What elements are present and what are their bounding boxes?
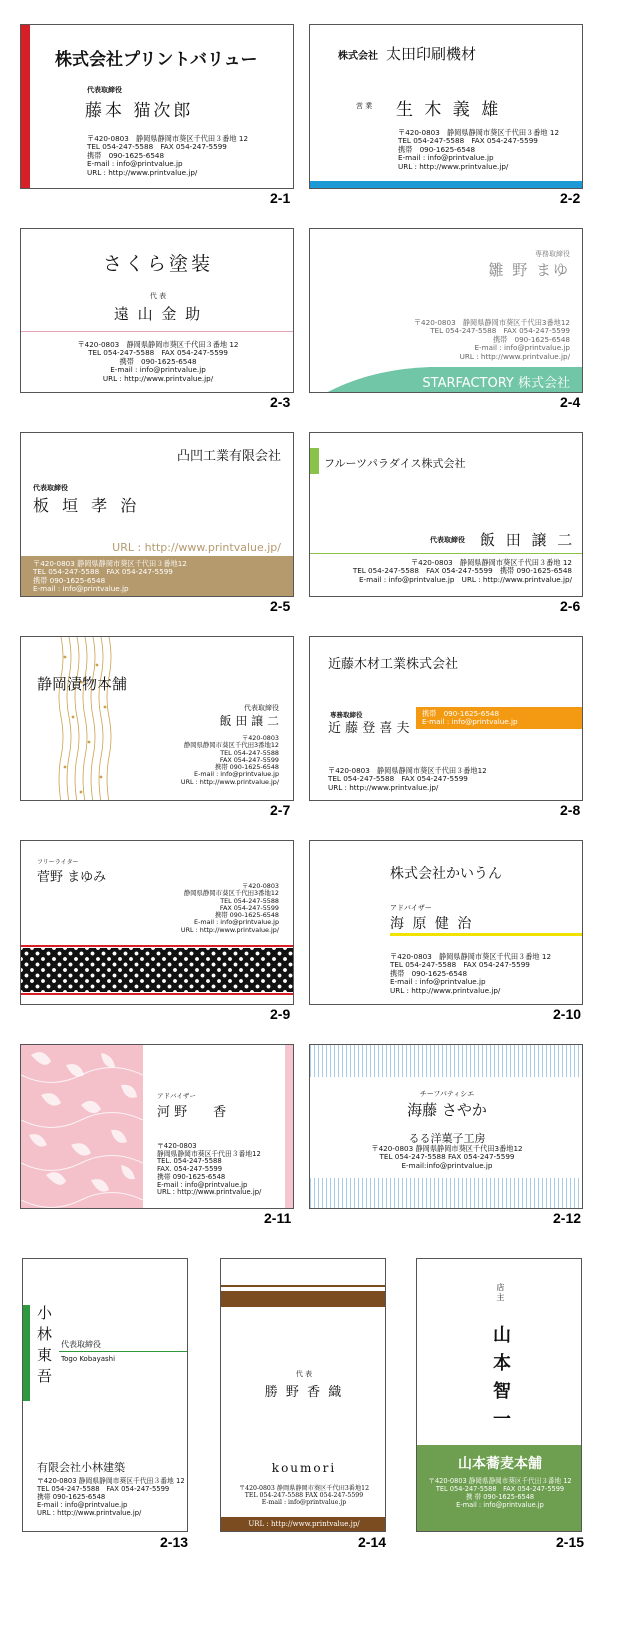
business-card-2-8 bbox=[309, 636, 583, 801]
card-label: 2-14 bbox=[358, 1534, 387, 1550]
lime-accent-block bbox=[310, 448, 319, 474]
contact-info: 〒420-0803 静岡県静岡市葵区千代田３番地12 TEL. 054-247-5588 FAX. 054-247-5599 携帯 090-1625-6548 E-mail : info@printvalue.jp URL : http://www.printvalue.jp/ bbox=[157, 1142, 262, 1197]
person-name: 近 藤 登 喜 夫 bbox=[328, 721, 410, 736]
contact-info: 〒420-0803 静岡県静岡市葵区千代田３番地12 TEL 054-247-5588 FAX 054-247-5599 携帯 090-1625-6548 E-mail : info@printvalue.jp bbox=[33, 559, 187, 594]
card-label: 2-7 bbox=[270, 802, 291, 818]
contact-info: 〒420-0803 静岡県静岡市葵区千代田3番地12 TEL 054-247-5588 FAX 054-247-5599 E-mail : info@printvalue.jp bbox=[238, 1485, 370, 1507]
person-name: 海 原 健 治 bbox=[390, 916, 474, 932]
company-name: 山本蕎麦本舗 bbox=[458, 1456, 542, 1472]
company-name: 近藤木材工業株式会社 bbox=[328, 657, 459, 672]
person-name: 生 木 義 雄 bbox=[396, 100, 502, 120]
wavy-stripe-pattern bbox=[57, 637, 115, 801]
brown-line-top bbox=[221, 1285, 386, 1287]
role: アドバイザー bbox=[390, 904, 432, 912]
role: チーフパティシエ bbox=[419, 1090, 475, 1098]
red-line-bottom bbox=[21, 993, 294, 995]
company-name: 静岡漬物本舗 bbox=[37, 675, 128, 693]
floral-pattern-panel bbox=[21, 1045, 143, 1209]
role-vertical: 店主 bbox=[496, 1283, 505, 1303]
role: 代 表 bbox=[295, 1370, 313, 1378]
role: 専務取締役 bbox=[535, 250, 570, 258]
business-card-2-15 bbox=[416, 1258, 582, 1532]
green-side-bar bbox=[23, 1305, 30, 1401]
lime-divider bbox=[310, 553, 583, 554]
card-label: 2-4 bbox=[560, 394, 581, 410]
role: 代表取締役 bbox=[61, 1340, 101, 1349]
role: 代 表 bbox=[149, 292, 167, 300]
role: 代表取締役 bbox=[430, 536, 465, 544]
card-label: 2-3 bbox=[270, 394, 291, 410]
person-name: 藤本 猫次郎 bbox=[85, 101, 194, 121]
company-name: STARFACTORY 株式会社 bbox=[422, 376, 570, 391]
business-card-2-1 bbox=[20, 24, 294, 189]
business-card-2-9 bbox=[20, 840, 294, 1005]
contact-info: 〒420-0803 静岡県静岡市葵区千代田3番地12 TEL 054-247-5588 FAX 054-247-5599 E-mail:info@printvalue.jp bbox=[371, 1144, 523, 1170]
yellow-underline bbox=[390, 933, 583, 936]
person-name: 飯 田 譲 二 bbox=[219, 714, 279, 728]
contact-info: 〒420-0803 静岡県静岡市葵区千代田３番地 12 TEL 054-247-5588 FAX 054-247-5599 携帯 090-1625-6548 E-mail : info@printvalue.jp URL : http://www.printvalue.jp/ bbox=[398, 128, 560, 171]
person-name: 飯 田 譲 二 bbox=[480, 531, 576, 549]
person-name: 遠 山 金 助 bbox=[113, 305, 203, 323]
contact-info: 〒420-0803 静岡県静岡市葵区千代田3番地12 TEL 054-247-5588 FAX 054-247-5599 携帯 090-1625-6548 E-mail : info@printvalue.jp URL : http://www.printvalue.jp/ bbox=[180, 882, 279, 934]
contact-info: 〒420-0803 静岡県静岡市葵区千代田3番地12 TEL 054-247-5588 FAX 054-247-5599 携帯 090-1625-6548 E-mail : info@printvalue.jp URL : http://www.printvalue.jp/ bbox=[180, 734, 279, 786]
company-name: 株式会社プリントバリュー bbox=[55, 50, 258, 70]
company-name: るる洋菓子工房 bbox=[408, 1132, 486, 1145]
url: URL : http://www.printvalue.jp/ bbox=[248, 1520, 360, 1528]
pink-side-bar bbox=[285, 1045, 294, 1209]
brown-band-top bbox=[221, 1291, 386, 1307]
red-line-top bbox=[21, 945, 294, 947]
company-name: 凸凹工業有限会社 bbox=[176, 449, 281, 464]
person-name-vertical: 小林東吾 bbox=[35, 1305, 53, 1389]
business-card-2-12 bbox=[309, 1044, 583, 1209]
business-card-2-5 bbox=[20, 432, 294, 597]
person-name: 雛 野 まゆ bbox=[488, 261, 570, 279]
person-name: 河 野 香 bbox=[157, 1105, 227, 1120]
company-name: 有限会社小林建築 bbox=[37, 1461, 125, 1474]
card-label: 2-6 bbox=[560, 598, 581, 614]
company-name: 太田印刷機材 bbox=[386, 45, 477, 63]
person-name-vertical: 山本智一 bbox=[490, 1325, 511, 1437]
role: 代表取締役 bbox=[87, 86, 122, 94]
card-label: 2-9 bbox=[270, 1006, 291, 1022]
card-label: 2-13 bbox=[160, 1534, 189, 1550]
url: URL : http://www.printvalue.jp/ bbox=[112, 541, 281, 554]
business-card-2-11 bbox=[20, 1044, 294, 1209]
company-prefix: 株式会社 bbox=[338, 51, 378, 62]
mobile-email: 携帯 090-1625-6548 E-mail : info@printvalue.jp bbox=[422, 709, 518, 727]
contact-info: 〒420-0803 静岡県静岡市葵区千代田３番地 12 TEL 054-247-5588 FAX 054-247-5599 携帯 090-1625-6548 E-mail : info@printvalue.jp URL : http://www.printvalue.jp/ bbox=[37, 1477, 185, 1517]
role: 営 業 bbox=[356, 102, 373, 110]
business-card-2-14 bbox=[220, 1258, 386, 1532]
business-card-2-13 bbox=[22, 1258, 188, 1532]
contact-info: 〒420-0803 静岡県静岡市葵区千代田３番地 12 TEL 054-247-5588 FAX 054-247-5599 携帯 090-1625-6548 E-mail : info@printvalue.jp URL : http://www.printvalue.jp/ bbox=[352, 558, 572, 584]
card-label: 2-1 bbox=[270, 190, 291, 206]
role: フリーライター bbox=[37, 859, 79, 866]
person-name: 板 垣 孝 治 bbox=[33, 496, 141, 515]
person-name: 菅野 まゆみ bbox=[37, 870, 107, 885]
business-card-2-2 bbox=[309, 24, 583, 189]
blue-stripe-top bbox=[310, 1045, 583, 1077]
business-card-2-3 bbox=[20, 228, 294, 393]
company-name: さくら塗装 bbox=[102, 253, 213, 275]
romaji-name: Togo Kobayashi bbox=[61, 1355, 116, 1363]
role: アドバイザー bbox=[157, 1092, 196, 1100]
company-name: フルーツパラダイス株式会社 bbox=[324, 457, 466, 470]
contact-info: 〒420-0803 静岡県静岡市葵区千代田３番地 12 TEL 054-247-5588 FAX 054-247-5599 携帯 090-1625-6548 E-mail : info@printvalue.jp URL : http://www.printvalue.jp/ bbox=[390, 952, 552, 995]
contact-info: 〒420-0803 静岡県静岡市葵区千代田３番地 12 TEL 054-247-5588 FAX 054-247-5599 携帯 090-1625-6548 E-mail : info@printvalue.jp URL : http://www.printvalue.jp/ bbox=[87, 134, 249, 177]
card-label: 2-15 bbox=[556, 1534, 585, 1550]
red-side-bar bbox=[21, 25, 30, 189]
business-card-2-7 bbox=[20, 636, 294, 801]
card-label: 2-11 bbox=[264, 1210, 292, 1226]
business-card-2-6 bbox=[309, 432, 583, 597]
person-name: 海藤 さやか bbox=[407, 1101, 487, 1119]
polka-dot-band bbox=[21, 948, 294, 992]
contact-info: 〒420-0803 静岡県静岡市葵区千代田3番地12 TEL 054-247-5588 FAX 054-247-5599 携帯 090-1625-6548 E-mail : info@printvalue.jp URL : http://www.printvalue.jp/ bbox=[413, 318, 570, 361]
card-label: 2-2 bbox=[560, 190, 581, 206]
shop-name: koumori bbox=[271, 1461, 337, 1475]
contact-info: 〒420-0803 静岡県静岡市葵区千代田３番地12 TEL 054-247-5588 FAX 054-247-5599 URL : http://www.printvalue.jp/ bbox=[328, 766, 487, 792]
card-label: 2-12 bbox=[553, 1210, 582, 1226]
business-card-2-10 bbox=[309, 840, 583, 1005]
company-name: 株式会社かいうん bbox=[390, 866, 502, 882]
role: 代表取締役 bbox=[244, 704, 279, 712]
card-label: 2-8 bbox=[560, 802, 581, 818]
role: 代表取締役 bbox=[33, 484, 68, 492]
green-divider bbox=[59, 1351, 188, 1352]
contact-info: 〒420-0803 静岡県静岡市葵区千代田３番地 12 TEL 054-247-5588 FAX 054-247-5599 携帯 090-1625-6548 E-mail : info@printvalue.jp URL : http://www.printvalue.jp/ bbox=[77, 340, 239, 383]
business-card-2-4 bbox=[309, 228, 583, 393]
blue-stripe-bottom bbox=[310, 1178, 583, 1209]
role: 専務取締役 bbox=[330, 711, 363, 719]
contact-info: 〒420-0803 静岡県静岡市葵区千代田３番地 12 TEL 054-247-5588 FAX 054-247-5599 携 帯 090-1625-6548 E-mail : info@printvalue.jp bbox=[428, 1477, 572, 1509]
blue-bottom-bar bbox=[310, 181, 583, 189]
pink-divider bbox=[21, 331, 294, 332]
card-label: 2-10 bbox=[553, 1006, 582, 1022]
card-label: 2-5 bbox=[270, 598, 291, 614]
person-name: 勝 野 香 織 bbox=[264, 1385, 344, 1400]
